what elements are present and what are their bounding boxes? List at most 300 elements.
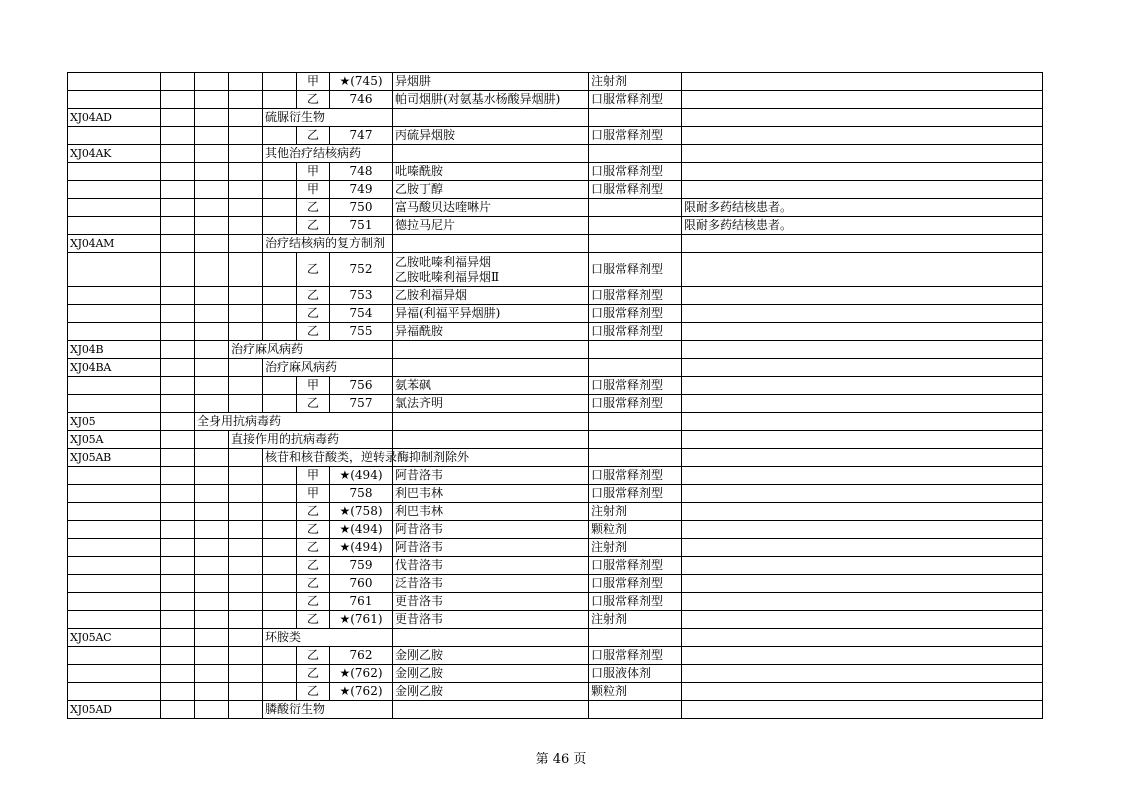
empty-cell	[263, 377, 297, 395]
empty-cell	[682, 109, 1043, 127]
remark	[682, 539, 1043, 557]
drug-row	[68, 287, 1043, 305]
empty-cell	[393, 629, 589, 647]
remark	[682, 253, 1043, 287]
drug-row	[68, 593, 1043, 611]
empty-cell	[68, 647, 161, 665]
empty-cell	[161, 539, 195, 557]
drug-name-line: 乙胺吡嗪利福异烟Ⅱ	[395, 269, 500, 284]
drug-name: 金刚乙胺	[393, 683, 589, 701]
remark: 限耐多药结核患者。	[682, 199, 1043, 217]
drug-name: 阿昔洛韦	[393, 539, 589, 557]
category-name: 环胺类	[263, 629, 393, 647]
empty-cell	[161, 413, 195, 431]
dosage-form: 口服常释剂型	[589, 377, 682, 395]
dosage-form: 颗粒剂	[589, 683, 682, 701]
empty-cell	[161, 431, 195, 449]
empty-cell	[68, 377, 161, 395]
drug-grade: 甲	[297, 73, 330, 91]
empty-cell	[161, 485, 195, 503]
empty-cell	[68, 287, 161, 305]
drug-number: ★(494)	[330, 539, 393, 557]
empty-cell	[589, 145, 682, 163]
empty-cell	[161, 287, 195, 305]
empty-cell	[68, 181, 161, 199]
empty-cell	[195, 73, 229, 91]
dosage-form: 口服常释剂型	[589, 575, 682, 593]
empty-cell	[161, 253, 195, 287]
category-name: 直接作用的抗病毒药	[229, 431, 393, 449]
empty-cell	[229, 593, 263, 611]
empty-cell	[68, 539, 161, 557]
empty-cell	[161, 323, 195, 341]
empty-cell	[195, 145, 229, 163]
drug-number: ★(494)	[330, 521, 393, 539]
empty-cell	[263, 163, 297, 181]
drug-row	[68, 395, 1043, 413]
drug-row	[68, 485, 1043, 503]
empty-cell	[68, 91, 161, 109]
empty-cell	[68, 199, 161, 217]
drug-row	[68, 127, 1043, 145]
empty-cell	[229, 611, 263, 629]
empty-cell	[229, 395, 263, 413]
empty-cell	[68, 395, 161, 413]
empty-cell	[263, 91, 297, 109]
empty-cell	[195, 539, 229, 557]
category-name: 治疗麻风病药	[263, 359, 393, 377]
empty-cell	[195, 503, 229, 521]
empty-cell	[161, 199, 195, 217]
empty-cell	[229, 145, 263, 163]
remark	[682, 521, 1043, 539]
empty-cell	[161, 683, 195, 701]
category-row	[68, 413, 1043, 431]
drug-number: ★(762)	[330, 683, 393, 701]
dosage-form: 口服常释剂型	[589, 287, 682, 305]
category-code: XJ04B	[68, 341, 161, 359]
drug-row	[68, 253, 1043, 287]
remark	[682, 305, 1043, 323]
empty-cell	[682, 145, 1043, 163]
empty-cell	[195, 683, 229, 701]
drug-grade: 甲	[297, 377, 330, 395]
category-row	[68, 341, 1043, 359]
empty-cell	[68, 521, 161, 539]
empty-cell	[161, 701, 195, 719]
empty-cell	[195, 431, 229, 449]
empty-cell	[263, 593, 297, 611]
dosage-form: 颗粒剂	[589, 521, 682, 539]
empty-cell	[195, 91, 229, 109]
empty-cell	[195, 395, 229, 413]
drug-number: ★(494)	[330, 467, 393, 485]
empty-cell	[229, 557, 263, 575]
drug-number: 747	[330, 127, 393, 145]
empty-cell	[229, 109, 263, 127]
drug-number: 751	[330, 217, 393, 235]
empty-cell	[229, 503, 263, 521]
empty-cell	[195, 127, 229, 145]
remark	[682, 485, 1043, 503]
drug-name: 乙胺利福异烟	[393, 287, 589, 305]
empty-cell	[195, 701, 229, 719]
drug-grade: 乙	[297, 521, 330, 539]
empty-cell	[68, 593, 161, 611]
drug-number: ★(758)	[330, 503, 393, 521]
empty-cell	[161, 127, 195, 145]
empty-cell	[68, 253, 161, 287]
drug-grade: 甲	[297, 181, 330, 199]
drug-name: 异烟肼	[393, 73, 589, 91]
empty-cell	[263, 467, 297, 485]
drug-grade: 乙	[297, 683, 330, 701]
empty-cell	[263, 73, 297, 91]
dosage-form: 口服常释剂型	[589, 91, 682, 109]
empty-cell	[263, 253, 297, 287]
drug-row	[68, 323, 1043, 341]
category-code: XJ04AK	[68, 145, 161, 163]
empty-cell	[195, 181, 229, 199]
empty-cell	[161, 377, 195, 395]
dosage-form: 口服常释剂型	[589, 593, 682, 611]
category-name: 膦酸衍生物	[263, 701, 393, 719]
empty-cell	[161, 395, 195, 413]
drug-row	[68, 199, 1043, 217]
empty-cell	[195, 593, 229, 611]
drug-row	[68, 575, 1043, 593]
category-code: XJ05	[68, 413, 161, 431]
drug-grade: 乙	[297, 557, 330, 575]
empty-cell	[263, 647, 297, 665]
empty-cell	[195, 109, 229, 127]
drug-grade: 乙	[297, 665, 330, 683]
remark	[682, 287, 1043, 305]
category-name: 治疗麻风病药	[229, 341, 393, 359]
empty-cell	[589, 359, 682, 377]
remark	[682, 647, 1043, 665]
empty-cell	[161, 629, 195, 647]
dosage-form: 口服常释剂型	[589, 127, 682, 145]
empty-cell	[229, 217, 263, 235]
drug-name: 乙胺丁醇	[393, 181, 589, 199]
drug-grade: 甲	[297, 467, 330, 485]
category-row	[68, 629, 1043, 647]
empty-cell	[682, 413, 1043, 431]
empty-cell	[161, 163, 195, 181]
dosage-form: 口服常释剂型	[589, 467, 682, 485]
empty-cell	[161, 665, 195, 683]
empty-cell	[589, 413, 682, 431]
drug-number: 746	[330, 91, 393, 109]
drug-grade: 乙	[297, 575, 330, 593]
drug-grade: 乙	[297, 217, 330, 235]
dosage-form: 口服常释剂型	[589, 253, 682, 287]
drug-grade: 乙	[297, 395, 330, 413]
remark: 限耐多药结核患者。	[682, 217, 1043, 235]
empty-cell	[161, 575, 195, 593]
category-name: 其他治疗结核病药	[263, 145, 393, 163]
dosage-form: 口服常释剂型	[589, 181, 682, 199]
empty-cell	[589, 701, 682, 719]
dosage-form: 注射剂	[589, 73, 682, 91]
drug-row	[68, 557, 1043, 575]
empty-cell	[393, 145, 589, 163]
drug-grade: 乙	[297, 593, 330, 611]
empty-cell	[68, 665, 161, 683]
drug-name: 金刚乙胺	[393, 647, 589, 665]
drug-row	[68, 467, 1043, 485]
empty-cell	[229, 683, 263, 701]
empty-cell	[195, 521, 229, 539]
empty-cell	[195, 199, 229, 217]
empty-cell	[68, 683, 161, 701]
empty-cell	[263, 323, 297, 341]
drug-name-line: 乙胺吡嗪利福异烟	[395, 254, 492, 269]
category-name: 核苷和核苷酸类，逆转录酶抑制剂除外	[263, 449, 393, 467]
category-code: XJ05AD	[68, 701, 161, 719]
empty-cell	[589, 341, 682, 359]
empty-cell	[195, 575, 229, 593]
drug-name: 更昔洛韦	[393, 593, 589, 611]
empty-cell	[195, 163, 229, 181]
empty-cell	[229, 163, 263, 181]
empty-cell	[263, 395, 297, 413]
dosage-form: 口服常释剂型	[589, 163, 682, 181]
remark	[682, 163, 1043, 181]
empty-cell	[68, 467, 161, 485]
empty-cell	[195, 665, 229, 683]
empty-cell	[195, 287, 229, 305]
category-code: XJ05AC	[68, 629, 161, 647]
empty-cell	[229, 665, 263, 683]
empty-cell	[161, 305, 195, 323]
category-name: 全身用抗病毒药	[195, 413, 393, 431]
drug-row	[68, 539, 1043, 557]
remark	[682, 377, 1043, 395]
drug-name: 吡嗪酰胺	[393, 163, 589, 181]
drug-name: 阿昔洛韦	[393, 467, 589, 485]
empty-cell	[229, 305, 263, 323]
drug-catalog-table	[67, 72, 1043, 719]
remark	[682, 73, 1043, 91]
empty-cell	[682, 449, 1043, 467]
remark	[682, 323, 1043, 341]
empty-cell	[161, 359, 195, 377]
drug-row	[68, 611, 1043, 629]
empty-cell	[229, 485, 263, 503]
empty-cell	[263, 611, 297, 629]
empty-cell	[263, 503, 297, 521]
empty-cell	[229, 449, 263, 467]
category-code: XJ04AM	[68, 235, 161, 253]
empty-cell	[68, 323, 161, 341]
category-row	[68, 449, 1043, 467]
empty-cell	[195, 359, 229, 377]
drug-number: 759	[330, 557, 393, 575]
empty-cell	[68, 127, 161, 145]
dosage-form: 注射剂	[589, 539, 682, 557]
drug-grade: 乙	[297, 647, 330, 665]
category-row	[68, 359, 1043, 377]
empty-cell	[682, 629, 1043, 647]
empty-cell	[393, 341, 589, 359]
empty-cell	[263, 665, 297, 683]
empty-cell	[68, 503, 161, 521]
empty-cell	[229, 539, 263, 557]
empty-cell	[229, 323, 263, 341]
drug-number: 761	[330, 593, 393, 611]
page-number: 第 46 页	[535, 752, 587, 767]
drug-number: 754	[330, 305, 393, 323]
empty-cell	[229, 127, 263, 145]
empty-cell	[263, 575, 297, 593]
drug-name: 泛昔洛韦	[393, 575, 589, 593]
category-code: XJ05AB	[68, 449, 161, 467]
drug-grade: 甲	[297, 485, 330, 503]
drug-row	[68, 647, 1043, 665]
empty-cell	[393, 109, 589, 127]
remark	[682, 181, 1043, 199]
empty-cell	[161, 181, 195, 199]
empty-cell	[195, 253, 229, 287]
remark	[682, 665, 1043, 683]
empty-cell	[682, 431, 1043, 449]
drug-grade: 乙	[297, 503, 330, 521]
empty-cell	[393, 413, 589, 431]
empty-cell	[229, 91, 263, 109]
empty-cell	[161, 593, 195, 611]
drug-number: ★(745)	[330, 73, 393, 91]
drug-row	[68, 181, 1043, 199]
dosage-form: 口服常释剂型	[589, 323, 682, 341]
category-row	[68, 145, 1043, 163]
empty-cell	[229, 253, 263, 287]
dosage-form	[589, 199, 682, 217]
empty-cell	[263, 199, 297, 217]
drug-number: ★(761)	[330, 611, 393, 629]
empty-cell	[68, 163, 161, 181]
drug-row	[68, 503, 1043, 521]
drug-name: 丙硫异烟胺	[393, 127, 589, 145]
remark	[682, 593, 1043, 611]
drug-name	[393, 253, 589, 287]
dosage-form: 注射剂	[589, 503, 682, 521]
drug-row	[68, 665, 1043, 683]
remark	[682, 467, 1043, 485]
empty-cell	[161, 557, 195, 575]
empty-cell	[195, 485, 229, 503]
empty-cell	[195, 217, 229, 235]
empty-cell	[195, 629, 229, 647]
empty-cell	[393, 701, 589, 719]
empty-cell	[263, 305, 297, 323]
empty-cell	[161, 341, 195, 359]
drug-name: 利巴韦林	[393, 503, 589, 521]
empty-cell	[68, 485, 161, 503]
drug-number: 749	[330, 181, 393, 199]
remark	[682, 395, 1043, 413]
empty-cell	[229, 181, 263, 199]
category-name: 硫脲衍生物	[263, 109, 393, 127]
empty-cell	[263, 683, 297, 701]
empty-cell	[161, 647, 195, 665]
empty-cell	[195, 323, 229, 341]
drug-grade: 甲	[297, 163, 330, 181]
drug-number: 750	[330, 199, 393, 217]
drug-row	[68, 91, 1043, 109]
drug-number: 752	[330, 253, 393, 287]
drug-name: 异福(利福平异烟肼)	[393, 305, 589, 323]
empty-cell	[229, 73, 263, 91]
empty-cell	[161, 467, 195, 485]
drug-number: 756	[330, 377, 393, 395]
empty-cell	[229, 287, 263, 305]
empty-cell	[229, 701, 263, 719]
empty-cell	[589, 449, 682, 467]
empty-cell	[229, 647, 263, 665]
remark	[682, 91, 1043, 109]
empty-cell	[229, 521, 263, 539]
drug-name: 氯法齐明	[393, 395, 589, 413]
empty-cell	[68, 73, 161, 91]
empty-cell	[393, 359, 589, 377]
drug-name: 氨苯砜	[393, 377, 589, 395]
empty-cell	[263, 181, 297, 199]
empty-cell	[229, 575, 263, 593]
dosage-form: 口服常释剂型	[589, 305, 682, 323]
drug-row	[68, 163, 1043, 181]
drug-number: 753	[330, 287, 393, 305]
empty-cell	[229, 235, 263, 253]
empty-cell	[161, 217, 195, 235]
drug-row	[68, 73, 1043, 91]
empty-cell	[229, 467, 263, 485]
dosage-form: 注射剂	[589, 611, 682, 629]
drug-number: 762	[330, 647, 393, 665]
drug-row	[68, 683, 1043, 701]
dosage-form: 口服常释剂型	[589, 557, 682, 575]
drug-row	[68, 377, 1043, 395]
drug-grade: 乙	[297, 539, 330, 557]
drug-number: 758	[330, 485, 393, 503]
drug-number: 748	[330, 163, 393, 181]
drug-row	[68, 217, 1043, 235]
drug-name: 阿昔洛韦	[393, 521, 589, 539]
empty-cell	[195, 305, 229, 323]
category-code: XJ05A	[68, 431, 161, 449]
table-body	[68, 73, 1043, 719]
drug-grade: 乙	[297, 199, 330, 217]
drug-name: 富马酸贝达喹啉片	[393, 199, 589, 217]
empty-cell	[195, 467, 229, 485]
empty-cell	[229, 377, 263, 395]
drug-name: 利巴韦林	[393, 485, 589, 503]
drug-grade: 乙	[297, 305, 330, 323]
drug-grade: 乙	[297, 127, 330, 145]
empty-cell	[263, 287, 297, 305]
empty-cell	[589, 235, 682, 253]
empty-cell	[195, 611, 229, 629]
category-row	[68, 235, 1043, 253]
drug-number: ★(762)	[330, 665, 393, 683]
empty-cell	[263, 485, 297, 503]
drug-grade: 乙	[297, 287, 330, 305]
remark	[682, 611, 1043, 629]
empty-cell	[161, 235, 195, 253]
empty-cell	[68, 611, 161, 629]
drug-number: 755	[330, 323, 393, 341]
